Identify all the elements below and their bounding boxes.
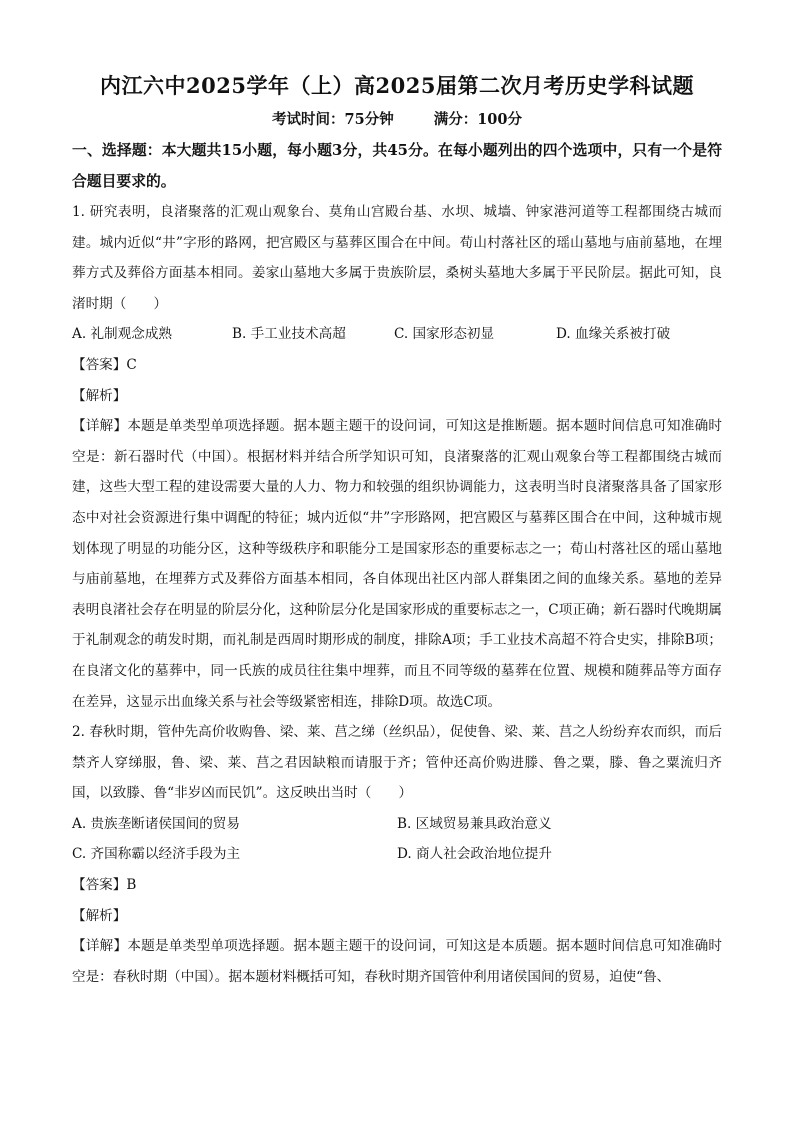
question-1-option-b: B. 手工业技术高超 (232, 326, 346, 343)
question-2-stem: 2. 春秋时期，管仲先高价收购鲁、梁、莱、莒之绨（丝织品），促使鲁、梁、莱、莒之人纷纷弃农而织，而后禁齐人穿绨服，鲁、梁、莱、莒之君因缺粮而请服于齐；管仲还高价购进滕、鲁之粟，滕、鲁之粟流归齐国，以致滕、鲁“非岁凶而民饥”。这反映出当时（ ） (72, 724, 722, 802)
question-1-option-c: C. 国家形态初显 (394, 326, 495, 343)
question-1-analysis-label: 【解析】 (72, 387, 127, 404)
page-title: 内江六中2025学年（上）高2025届第二次月考历史学科试题 (100, 73, 694, 98)
exam-content (72, 136, 722, 992)
question-2-option-d: D. 商人社会政治地位提升 (397, 846, 552, 863)
section-heading: 一、选择题：本大题共15小题，每小题3分，共45分。在每小题列出的四个选项中，只有一个是符合题目要求的。 (72, 142, 722, 190)
question-2-detail: 【详解】本题是单类型单项选择题。据本题主题干的设问词，可知这是本质题。据本题时间信息可知准确时空是：春秋时期（中国）。据本题材料概括可知，春秋时期齐国管仲利用诸侯国间的贸易，迫使“鲁、 (72, 938, 722, 985)
question-2-option-c: C. 齐国称霸以经济手段为主 (72, 846, 241, 863)
question-1-stem: 1. 研究表明，良渚聚落的汇观山观象台、莫角山宫殿台基、水坝、城墙、钟家港河道等工程都围绕古城而建。城内近似“井”字形的路网，把宫殿区与墓葬区围合在中间。荀山村落社区的瑶山墓地与庙前墓地，在埋葬方式及葬俗方面基本相同。姜家山墓地大多属于贵族阶层，桑树头墓地大多属于平民阶层。据此可知，良渚时期（ ） (72, 204, 722, 312)
question-2-answer: 【答案】B (72, 877, 137, 894)
question-2-options (72, 809, 722, 870)
question-2-option-a: A. 贵族垄断诸侯国间的贸易 (72, 815, 240, 832)
question-1-answer: 【答案】C (72, 356, 137, 373)
question-1-option-a: A. 礼制观念成熟 (72, 326, 173, 343)
exam-score: 满分：100分 (433, 111, 522, 128)
question-1-options (72, 319, 722, 350)
question-2-analysis-label: 【解析】 (72, 907, 127, 924)
exam-meta (0, 108, 794, 129)
exam-time: 考试时间：75分钟 (272, 111, 394, 128)
question-2-option-b: B. 区域贸易兼具政治意义 (397, 815, 552, 832)
question-1-option-d: D. 血缘关系被打破 (556, 326, 671, 343)
question-1-detail: 【详解】本题是单类型单项选择题。据本题主题干的设问词，可知这是推断题。据本题时间信息可知准确时空是：新石器时代（中国）。根据材料并结合所学知识可知，良渚聚落的汇观山观象台等工程都围绕古城而建，这些大型工程的建设需要大量的人力、物力和较强的组织协调能力，这表明当时良渚聚落具备了国家形态中对社会资源进行集中调配的特征；城内近似“井”字形路网，把宫殿区与墓葬区围合在中间，这种城市规划体现了明显的功能分区，这种等级秩序和职能分工是国家形态的重要标志之一；荀山村落社区的瑶山墓地与庙前墓地，在埋葬方式及葬俗方面基本相同，各自体现出社区内部人群集团之间的血缘关系。墓地的差异表明良渚社会存在明显的阶层分化，这种阶层分化是国家形成的重要标志之一，C项正确；新石器时代晚期属于礼制观念的萌发时期，而礼制是西周时期形成的制度，排除A项；手工业技术高超不符合史实，排除B项；在良渚文化的墓葬中，同一氏族的成员往往集中埋葬，而且不同等级的墓葬在位置、规模和随葬品等方面存在差异，这显示出血缘关系与社会等级紧密相连，排除D项。故选C项。 (72, 418, 722, 710)
